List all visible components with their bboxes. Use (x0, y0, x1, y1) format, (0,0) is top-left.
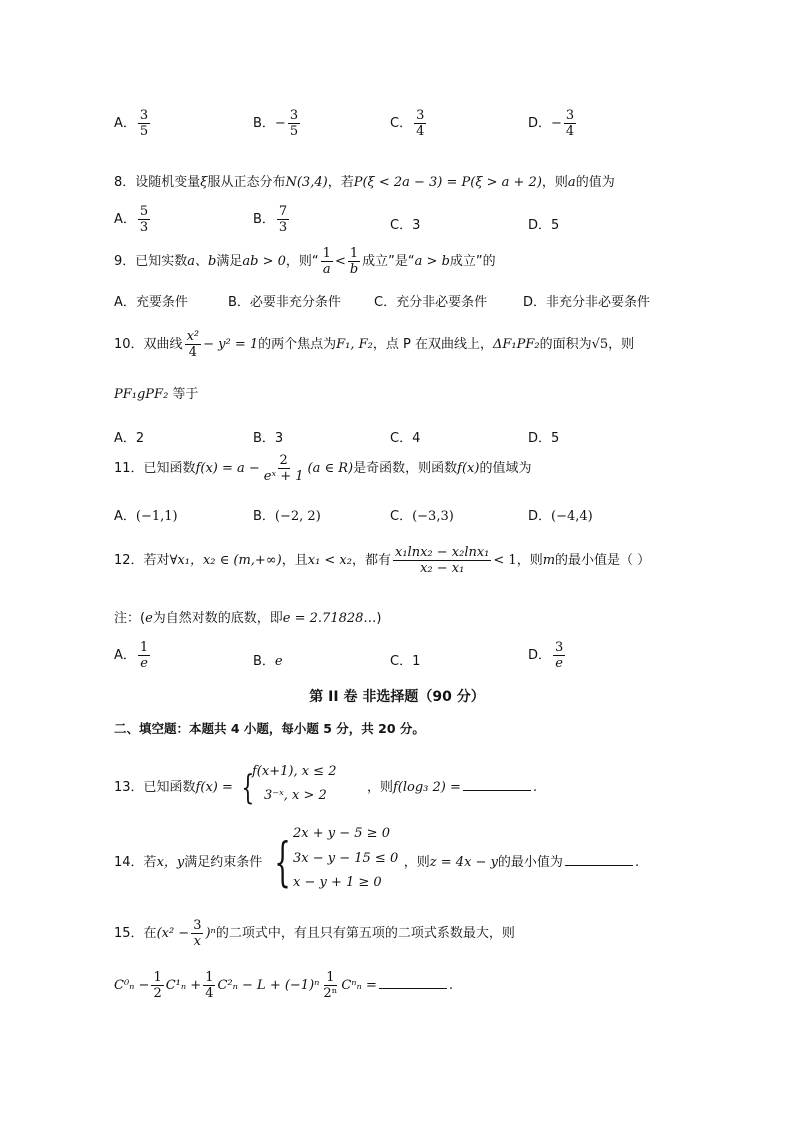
q12-option-a: A． $\frac{1}{e}$ (114, 640, 149, 671)
question-8: 8．设随机变量ξ服从正态分布N(3,4)，若P(ξ < 2a − 3) = P(ξ > a + 2)，则a的值为 (114, 175, 615, 190)
q12-option-d: D． $\frac{3}{e}$ (528, 640, 564, 671)
q13-case-1: f(x+1), x ≤ 2 (252, 764, 337, 779)
question-13: 13．已知函数f(x) = { ，则f(log₃ 2) = . (114, 767, 537, 808)
q11-option-c: C．(−3,3) (390, 509, 454, 524)
q9-option-a: A．充要条件 (114, 295, 188, 310)
question-15: 15．在(x² − $\frac{3}{x}$ )ⁿ的二项式中，有且只有第五项的二项式系数最大，则 (114, 918, 515, 949)
question-12-note: 注：(e为自然对数的底数，即e = 2.71828…) (114, 611, 382, 626)
q7-option-a: A． $\frac{3}{5}$ (114, 108, 149, 139)
q12-option-b: B．e (253, 654, 283, 669)
q10-option-d: D．5 (528, 431, 560, 446)
question-11: 11．已知函数f(x) = a − $\frac{2}{\text{eˣ + 1}}$ (a ∈ R)是奇函数，则函数f(x)的值域为 (114, 453, 532, 484)
q12-option-c: C．1 (390, 654, 421, 669)
q11-option-d: D．(−4,4) (528, 509, 593, 524)
q8-option-b: B． $\frac{7}{3}$ (253, 204, 288, 235)
q9-option-d: D．非充分非必要条件 (523, 295, 651, 310)
fill-in-heading: 二、填空题：本题共 4 小题，每小题 5 分，共 20 分。 (114, 721, 425, 736)
q14-constraint-1: 2x + y − 5 ≥ 0 (293, 826, 390, 841)
q11-option-a: A．(−1,1) (114, 509, 178, 524)
q10-option-b: B．3 (253, 431, 284, 446)
q7-option-d: D．− $\frac{3}{4}$ (528, 108, 575, 139)
q9-option-b: B．必要非充分条件 (228, 295, 341, 310)
q8-option-c: C．3 (390, 218, 421, 233)
q7-option-b: B．− $\frac{3}{5}$ (253, 108, 299, 139)
question-14: 14．若x，y满足约束条件 { ，则z = 4x − y的最小值为 . (114, 832, 640, 893)
q9-option-c: C．充分非必要条件 (374, 295, 488, 310)
q7-option-c: C． $\frac{3}{4}$ (390, 108, 425, 139)
q11-option-b: B．(−2, 2) (253, 509, 321, 524)
q8-option-d: D．5 (528, 218, 560, 233)
q15-answer-blank[interactable] (379, 978, 447, 989)
question-10: 10．双曲线 $\frac{\text{x²}}{4}$ − y² = 1的两个焦点为F₁, F₂，点 P 在双曲线上，ΔF₁PF₂的面积为√5，则 (114, 329, 635, 360)
q14-answer-blank[interactable] (565, 855, 633, 866)
q14-constraint-2: 3x − y − 15 ≤ 0 (293, 851, 399, 866)
question-9: 9．已知实数a、b满足ab > 0，则“ $\frac{1}{a}$ < $\frac{1}{b}$ 成立”是“a > b成立”的 (114, 246, 496, 277)
section-2-title: 第 II 卷 非选择题（90 分） (309, 689, 485, 705)
q8-option-a: A． $\frac{5}{3}$ (114, 204, 149, 235)
q10-option-a: A．2 (114, 431, 145, 446)
q13-answer-blank[interactable] (463, 780, 531, 791)
question-10-line2: PF₁gPF₂ 等于 (114, 387, 199, 402)
question-12: 12．若对∀x₁，x₂ ∈ (m,+∞)，且x₁ < x₂，都有 $\frac{\text{x₁lnx₂ − x₂lnx₁}}{\text{x₂ − x₁}}$ < 1，则m的最小值是（ ） (114, 545, 651, 576)
q13-case-2: 3⁻ˣ, x > 2 (264, 788, 327, 803)
question-15-line2: C⁰ₙ − $\frac{1}{2}$ C¹ₙ + $\frac{1}{4}$ C²ₙ − L + (−1)ⁿ $\frac{1}{\text{2ⁿ}}$ Cⁿₙ = . (114, 970, 453, 1001)
q10-option-c: C．4 (390, 431, 421, 446)
q14-constraint-3: x − y + 1 ≥ 0 (293, 875, 382, 890)
